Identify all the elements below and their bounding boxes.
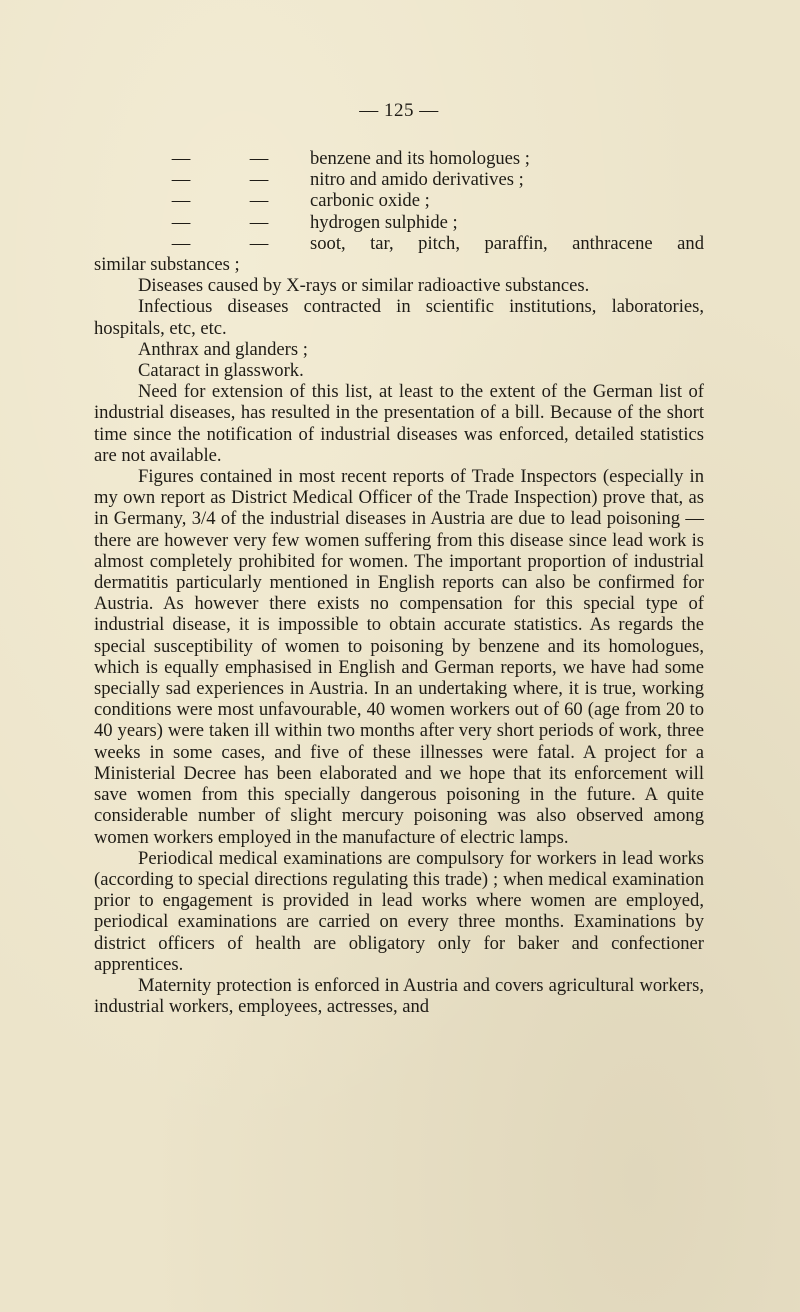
list-item [94,233,704,254]
paragraph: Diseases caused by X-rays or similar radioactive substances. [138,275,590,297]
page-text-block [94,100,704,1017]
ditto-dash: — [249,211,269,233]
list-item [94,169,704,190]
ditto-dash: — [171,148,191,169]
continuation-line: similar substances ; [94,254,240,276]
list-item [94,148,704,169]
paragraph: Anthrax and glanders ; [138,338,308,360]
list-item-text: benzene and its homologues ; [310,148,530,169]
page-number: — 125 — [359,100,439,121]
ditto-dash: — [171,169,191,191]
paragraph: Figures contained in most recent reports of Trade Inspectors (especially in my own report as District Medical Officer of the Trade Inspection) prove that, as in Germany, 3/4 of the industrial diseases in Austria are due to lead poisoning — there are however very few women suffering from this disease since lead work is almost completely prohibited for women. The important proportion of industrial dermatitis particularly mentioned in English reports can also be confirmed for Austria. As however there exists no compensation for this special type of industrial disease, it is impossible to obtain accurate statistics. As regards the special susceptibility of women to poisoning by benzene and its homologues, which is equally emphasised in English and German reports, we have had some specially sad experiences in Austria. In an undertaking where, it is true, working conditions were most unfavourable, 40 women workers out of 60 (age from 20 to 40 years) were taken ill within two months after very short periods of work, three weeks in some cases, and five of these illnesses were fatal. A project for a Ministerial Decree has been elaborated and we hope that its enforcement will save women from this specially dangerous poisoning in the future. A quite considerable number of slight mercury poisoning was also observed among women workers employed in the manufacture of electric lamps. [94,466,704,848]
list-item-text: nitro and amido derivatives ; [310,169,524,191]
list-item-text: soot, tar, pitch, paraffin, anthracene and [310,232,704,254]
list-item-text: hydrogen sulphide ; [310,211,458,233]
ditto-dash: — [249,190,269,212]
ditto-dash: — [171,190,191,212]
ditto-dash: — [249,169,269,191]
ditto-dash: — [171,211,191,233]
list-item-text: carbonic oxide ; [310,190,430,212]
ditto-dash: — [249,148,269,169]
paragraph: Need for extension of this list, at least to the extent of the German list of industrial diseases, has resulted in the presentation of a bill. Because of the short time since the notification of industrial diseases was enforced, detailed statistics are not available. [94,381,704,466]
paragraph: Cataract in glasswork. [138,360,304,382]
ditto-dash: — [249,232,269,254]
ditto-dash: — [171,232,191,254]
paragraph: Maternity protection is enforced in Austria and covers agricultural workers, industrial workers, employees, actresses, and [94,974,704,1018]
list-item [94,190,704,211]
paragraph: Periodical medical examinations are compulsory for workers in lead works (according to special directions regulating this trade) ; when medical examination prior to engagement is provided in lead works where women are employed, periodical examinations are carried on every three months. Examinations by district officers of health are obligatory only for baker and confectioner apprentices. [94,847,704,975]
paragraph: Infectious diseases contracted in scientific institutions, laboratories, hospitals, etc, etc. [94,296,704,339]
list-item [94,212,704,233]
